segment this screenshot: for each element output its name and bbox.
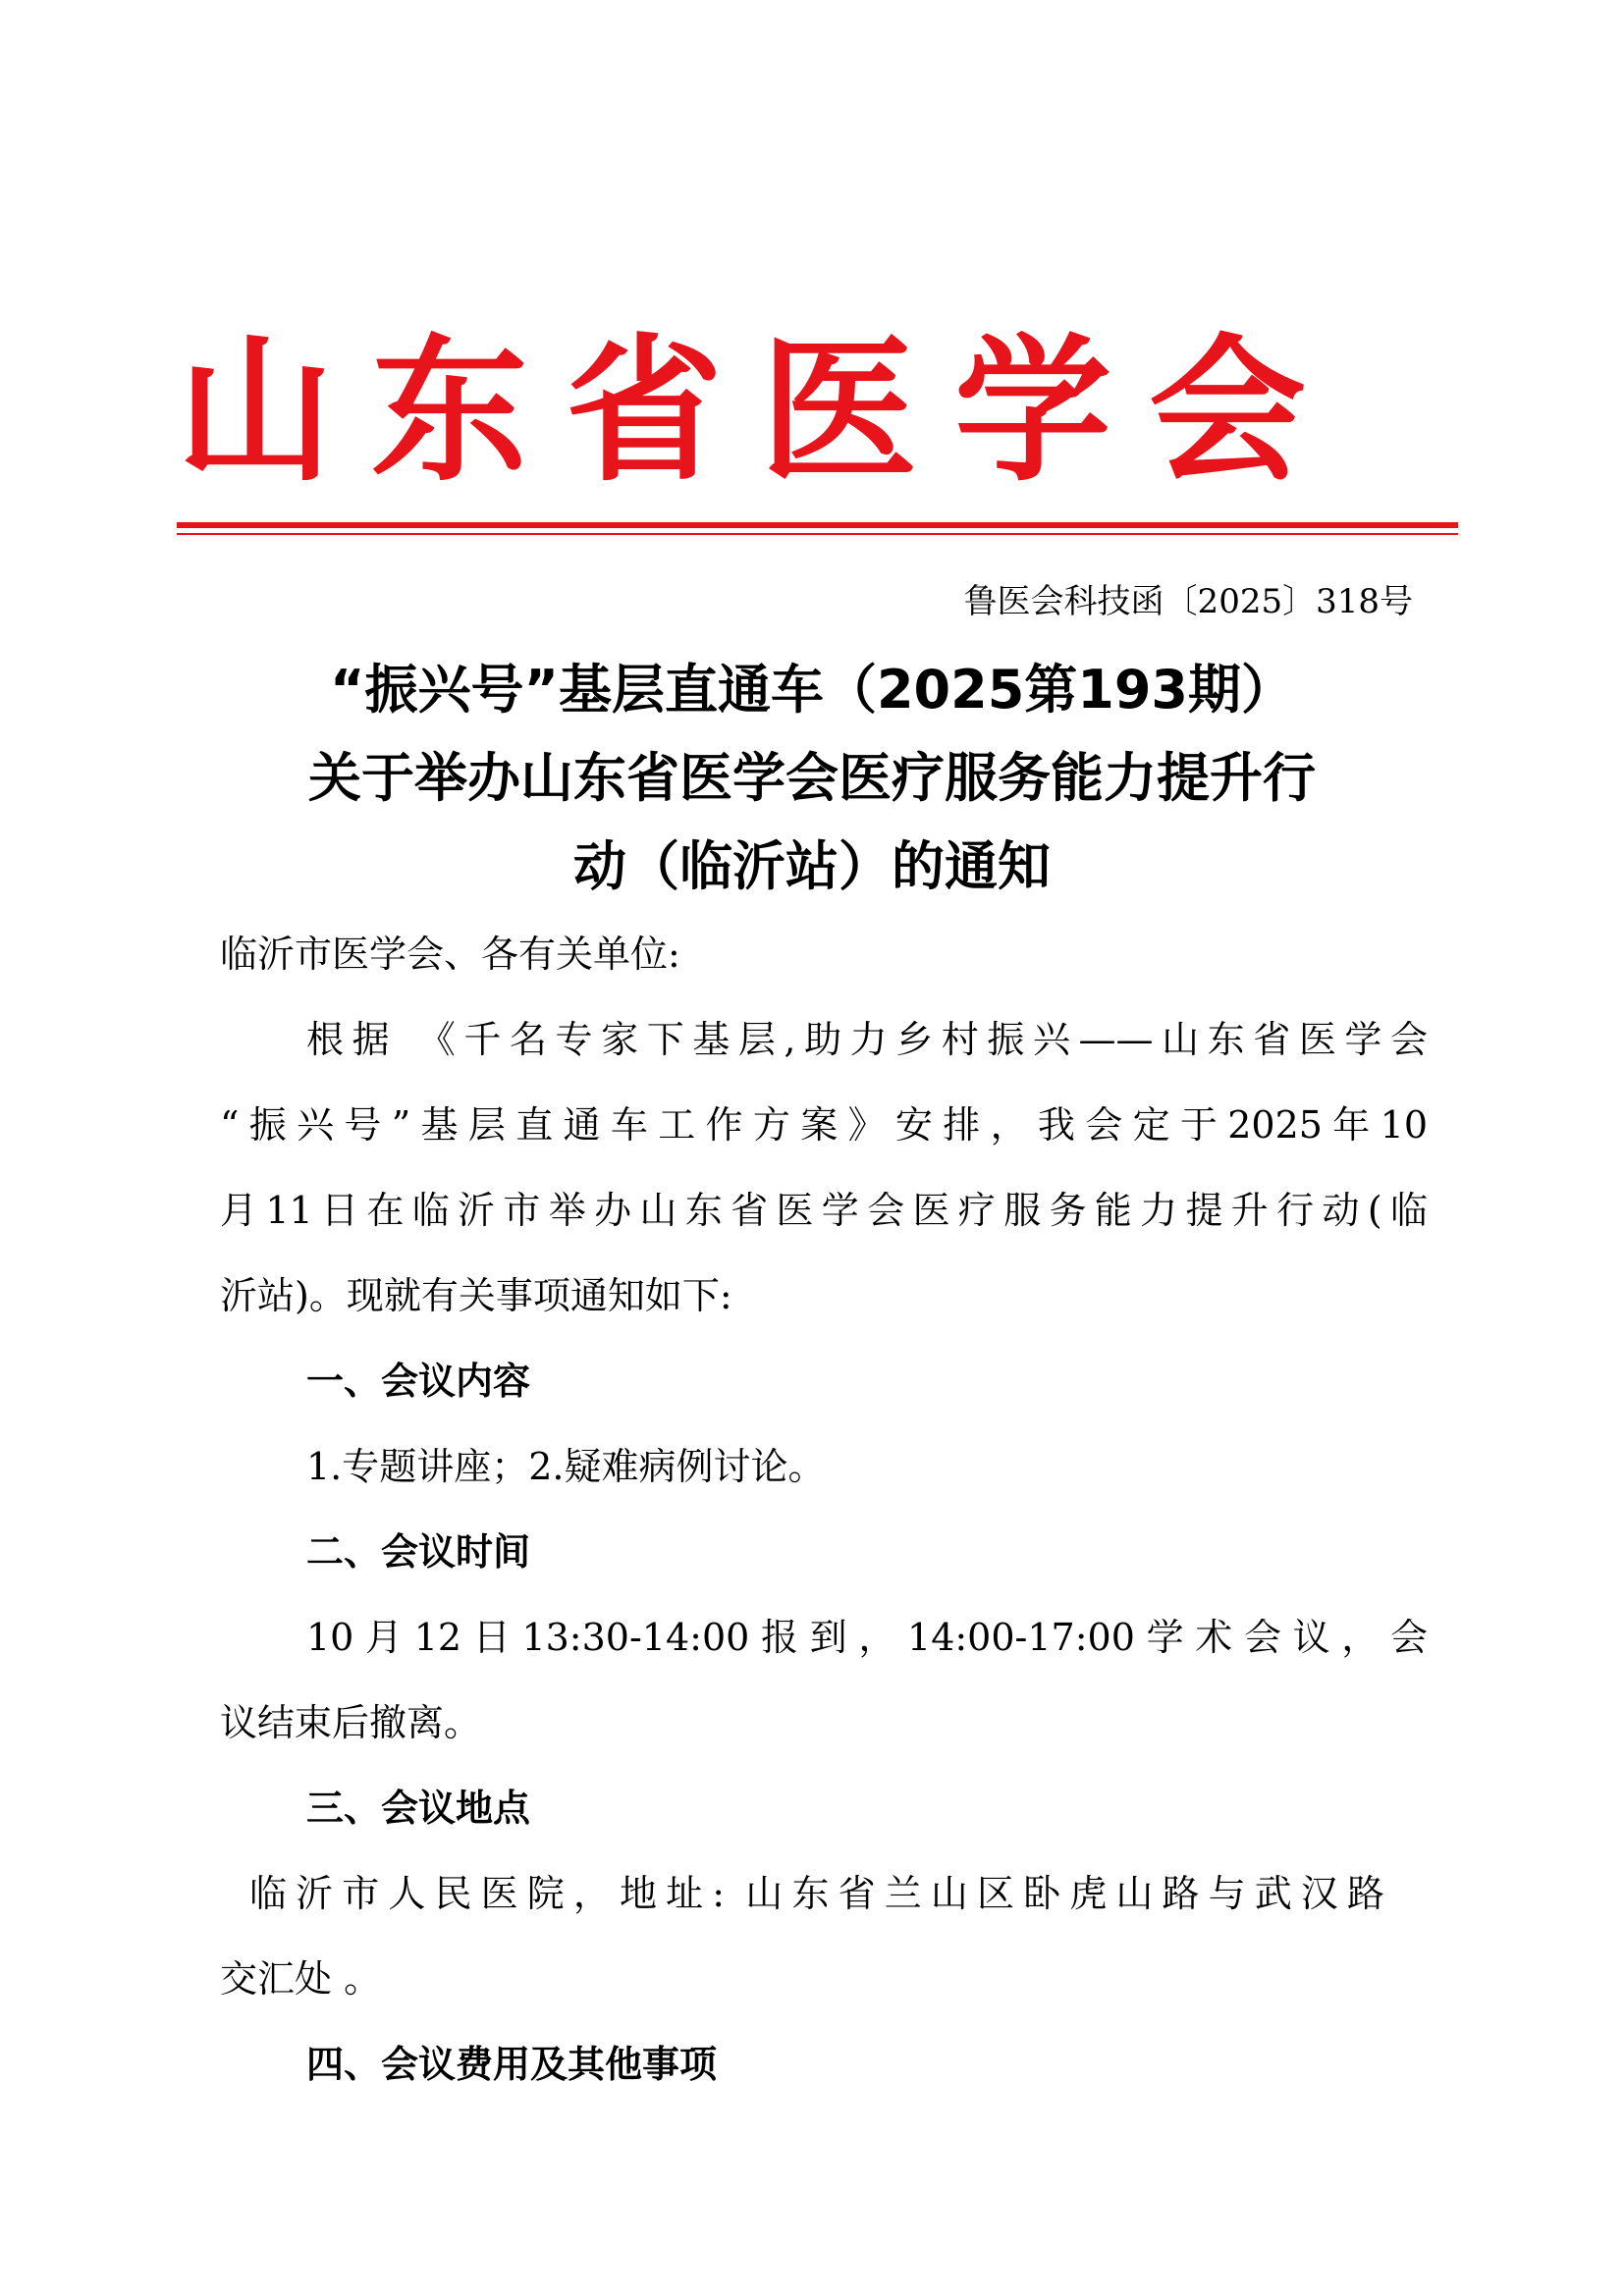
section-2-line-2: 议结束后撤离。 bbox=[220, 1701, 482, 1744]
section-4-heading: 四、会议费用及其他事项 bbox=[306, 2043, 718, 2086]
intro-line-3: 月11日在临沂市举办山东省医学会医疗服务能力提升行动(临 bbox=[220, 1189, 1428, 1232]
section-1-heading: 一、会议内容 bbox=[306, 1360, 531, 1403]
section-3-heading: 三、会议地点 bbox=[306, 1787, 531, 1830]
header-divider-thin bbox=[177, 533, 1458, 535]
section-3-line-1: 临沂市人民医院，地址: 山东省兰山区卧虎山路与武汉路 bbox=[249, 1872, 1384, 1915]
intro-line-4: 沂站)。现就有关事项通知如下: bbox=[220, 1274, 732, 1317]
section-2-line-1: 10月12日13:30-14:00报到，14:00-17:00学术会议，会 bbox=[306, 1616, 1428, 1659]
document-number: 鲁医会科技函〔2025〕318号 bbox=[963, 582, 1413, 621]
intro-line-1: 根据 《千名专家下基层,助力乡村振兴——山东省医学会 bbox=[306, 1018, 1428, 1061]
salutation: 临沂市医学会、各有关单位: bbox=[220, 933, 680, 976]
document-title-line-1: “振兴号”基层直通车（2025第193期） bbox=[330, 659, 1294, 721]
section-1-content: 1.专题讲座；2.疑难病例讨论。 bbox=[306, 1445, 826, 1488]
organization-title: 山东省医学会 bbox=[177, 318, 1344, 503]
document-title-line-3: 动（临沂站）的通知 bbox=[573, 835, 1051, 897]
section-3-line-2: 交汇处 。 bbox=[220, 1957, 382, 2001]
document-title-line-2: 关于举办山东省医学会医疗服务能力提升行 bbox=[308, 747, 1316, 809]
intro-line-2: “振兴号”基层直通车工作方案》安排，我会定于2025年10 bbox=[220, 1103, 1428, 1147]
section-2-heading: 二、会议时间 bbox=[306, 1530, 531, 1574]
header-divider-thick bbox=[177, 522, 1458, 528]
